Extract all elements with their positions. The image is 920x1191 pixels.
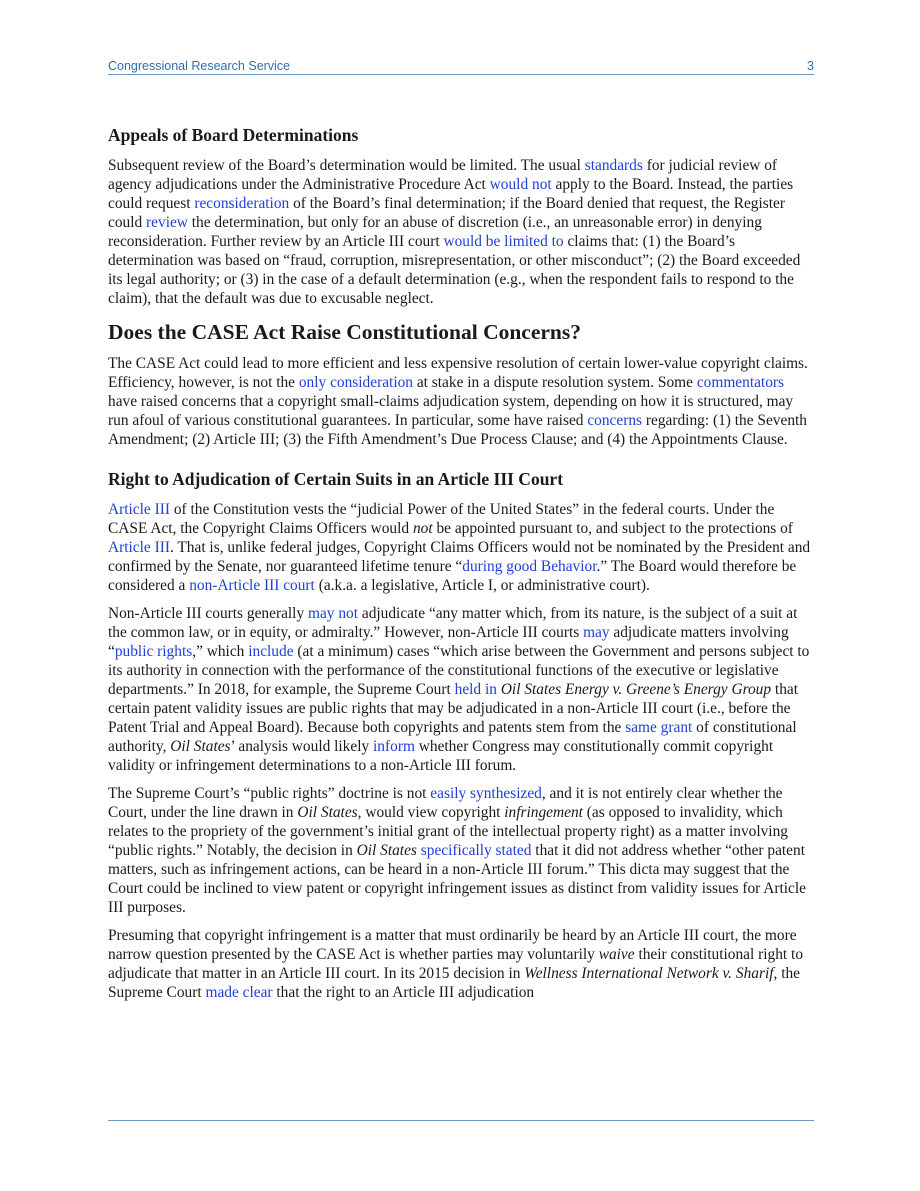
- heading-appeals: Appeals of Board Determinations: [108, 125, 359, 145]
- inline-link[interactable]: specifically stated: [420, 842, 532, 859]
- italic-text: waive: [598, 946, 635, 963]
- text-run: Subsequent review of the Board’s determination would be limited. The usual: [108, 157, 585, 174]
- header-publisher: Congressional Research Service: [108, 59, 291, 73]
- inline-link[interactable]: only consideration: [298, 374, 413, 391]
- italic-text: Oil States: [170, 738, 231, 755]
- inline-link[interactable]: reconsideration: [194, 195, 290, 212]
- inline-link[interactable]: same grant: [625, 719, 693, 736]
- text-run: at stake in a dispute resolution system. Some: [412, 374, 697, 391]
- inline-link[interactable]: may: [583, 624, 610, 641]
- text-run: , would view copyright: [357, 804, 505, 821]
- text-run: their constitutional right to adjudicate that matter in an Article III court. In its 2015 decision in: [108, 946, 804, 982]
- inline-link[interactable]: non-Article III court: [189, 577, 315, 594]
- inline-link[interactable]: public rights: [114, 643, 193, 660]
- inline-link[interactable]: Article III: [108, 539, 170, 556]
- text-run: have raised concerns that a copyright small-claims adjudication system, depending on how it is structured, may run afoul of various constitutional guarantees. In particular, some have raised: [108, 393, 794, 429]
- paragraph: [108, 926, 814, 1002]
- italic-text: Oil States: [356, 842, 417, 859]
- italic-text: infringement: [504, 804, 583, 821]
- inline-link[interactable]: concerns: [587, 412, 643, 429]
- text-run: that it did not address whether “other patent matters, such as infringement actions, can be heard in a non-Article III forum.” This dicta may suggest that the Court could be inclined to view patent or copyright infringement issues as distinct from validity issues for Article III purposes.: [108, 842, 806, 916]
- inline-link[interactable]: Article III: [108, 501, 170, 518]
- text-run: the determination, but only for an abuse of discretion (i.e., an unreasonable error) in denying reconsideration. Further review by an Article III court: [108, 214, 762, 250]
- text-run: apply to the Board. Instead, the parties could request: [108, 176, 794, 212]
- text-run: Presuming that copyright infringement is a matter that must ordinarily be heard by an Article III court, the more narrow question presented by the CASE Act is whether parties may voluntarily: [108, 927, 797, 963]
- heading-constitutional-concerns: Does the CASE Act Raise Constitutional Concerns?: [108, 320, 581, 344]
- italic-text: Oil States Energy v. Greene’s Energy Group: [500, 681, 772, 698]
- inline-link[interactable]: commentators: [696, 374, 785, 391]
- text-run: that the right to an Article III adjudication: [272, 984, 535, 1001]
- text-run: of constitutional authority,: [108, 719, 797, 755]
- text-run: whether Congress may constitutionally commit copyright validity or infringement determinations to a non-Article III forum.: [108, 738, 774, 774]
- text-run: ,” which: [192, 643, 249, 660]
- inline-link[interactable]: inform: [373, 738, 415, 755]
- text-run: regarding: (1) the Seventh Amendment; (2) Article III; (3) the Fifth Amendment’s Due Process Clause; and (4) the Appointments Clause.: [108, 412, 807, 448]
- paragraph: [108, 156, 814, 308]
- text-run: .” The Board would therefore be considered a: [108, 558, 797, 594]
- text-run: The Supreme Court’s “public rights” doctrine is not: [108, 785, 431, 802]
- text-run: ’ analysis would likely: [230, 738, 374, 755]
- footer-rule: [108, 1120, 814, 1121]
- running-header: [108, 57, 814, 75]
- text-run: of the Board’s final determination; if the Board denied that request, the Register could: [108, 195, 785, 231]
- inline-link[interactable]: easily synthesized: [430, 785, 542, 802]
- text-run: , the Supreme Court: [108, 965, 801, 1001]
- text-run: (at a minimum) cases “which arise between the Government and persons subject to its authority in connection with the performance of the constitutional functions of the executive or legislative departments.” In 2018, for example, the Supreme Court: [108, 643, 810, 698]
- inline-link[interactable]: held in: [454, 681, 497, 698]
- text-run: , and it is not entirely clear whether the Court, under the line drawn in: [108, 785, 783, 821]
- inline-link[interactable]: may not: [308, 605, 359, 622]
- text-run: claims that: (1) the Board’s determination was based on “fraud, corruption, misrepresentation, or other misconduct”; (2) the Board exceeded its legal authority; or (3) in the case of a default determination (e.g., when the respondent fails to respond to the claim), that the default was due to excusable neglect.: [108, 233, 801, 307]
- inline-link[interactable]: would be limited to: [443, 233, 564, 250]
- inline-link[interactable]: made clear: [205, 984, 273, 1001]
- text-run: The CASE Act could lead to more efficient and less expensive resolution of certain lower-value copyright claims. Efficiency, however, is not the: [108, 355, 808, 391]
- page-number: 3: [807, 59, 814, 73]
- italic-text: Wellness International Network v. Sharif: [524, 965, 774, 982]
- text-run: (a.k.a. a legislative, Article I, or administrative court).: [314, 577, 650, 594]
- text-run: for judicial review of agency adjudications under the Administrative Procedure Act: [108, 157, 778, 193]
- heading-article-iii: Right to Adjudication of Certain Suits in an Article III Court: [108, 469, 564, 489]
- italic-text: Oil States: [297, 804, 358, 821]
- text-run: . That is, unlike federal judges, Copyright Claims Officers would not be nominated by the President and confirmed by the Senate, nor guaranteed lifetime tenure “: [108, 539, 811, 575]
- header-rule: [108, 74, 814, 75]
- main-content: [108, 124, 814, 1011]
- inline-link[interactable]: during good Behavior: [462, 558, 597, 575]
- text-run: (as opposed to invalidity, which relates to the propriety of the government’s initial grant of the intellectual property right) as a matter involving “public rights.” Notably, the decision in: [108, 804, 788, 859]
- text-run: that certain patent validity issues are public rights that may be adjudicated in a non-Article III court (i.e., before the Patent Trial and Appeal Board). Because both copyrights and patents stem from the: [108, 681, 799, 736]
- paragraph: [108, 604, 814, 775]
- text-run: adjudicate “any matter which, from its nature, is the subject of a suit at the common law, or in equity, or admiralty.” However, non-Article III courts: [108, 605, 798, 641]
- paragraph: [108, 354, 814, 449]
- inline-link[interactable]: review: [146, 214, 188, 231]
- italic-text: not: [412, 520, 433, 537]
- paragraph: [108, 784, 814, 917]
- text-run: Non-Article III courts generally: [108, 605, 308, 622]
- paragraph: [108, 500, 814, 595]
- inline-link[interactable]: would not: [489, 176, 552, 193]
- text-run: be appointed pursuant to, and subject to the protections of: [432, 520, 793, 537]
- inline-link[interactable]: include: [248, 643, 294, 660]
- text-run: adjudicate matters involving “: [108, 624, 789, 660]
- inline-link[interactable]: standards: [584, 157, 643, 174]
- text-run: of the Constitution vests the “judicial Power of the United States” in the federal courts. Under the CASE Act, the Copyright Claims Officers would: [108, 501, 775, 537]
